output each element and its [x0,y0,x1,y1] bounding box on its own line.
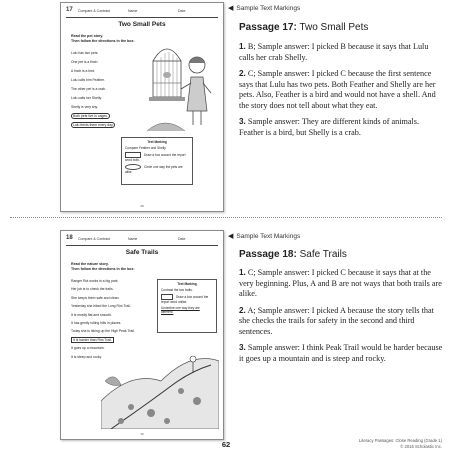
answer-item: 2. C; Sample answer: I picked C because the first sentence says that Lulu has two pets. Both Feather and Shelly are her pets. Also, Feather is a bird and would not have a shell. And the story does not tell about what they eat. [239,69,436,110]
page-number: 62 [221,440,231,449]
thumb-page-number: 18 [66,235,73,241]
thumb-subject: Compare & Contrast [78,9,110,13]
answer-item: 1. C; Sample answer: I picked C because it says that at the very beginning. Plus, A and B are not ways that both trails are alike. [239,268,442,298]
copyright-credit: Literacy Passages: Close Reading (Grade 1) © 2016 Scholastic Inc. [358,438,442,449]
thumb-page-number: 17 [66,7,73,13]
answer-item: 3. Sample answer: They are different kinds of animals. Feather is a bird, but Shelly is a crab. [239,117,420,137]
passage-17-answers [239,42,444,144]
left-triangle-icon: ◀ [228,5,234,12]
answer-item: 1. B; Sample answer: I picked B because it says that Lulu calls her crab Shelly. [239,42,429,62]
thumb-name-label: Name [128,237,138,241]
sample-text-markings-label-top: ◀ Sample Text Markings [228,5,301,12]
answer-item: 2. A; Sample answer: I picked A because the story tells that she checks the trails for safety in the second and third sentences. [239,305,434,336]
thumb-title: Two Small Pets [118,21,166,28]
thumb-text-marking-box: Text Marking Compare Feather and Shelly. Draw a box around the report word both. Circle one way the pets are alike. [121,137,193,185]
thumb-page-footer: 28 [140,204,144,208]
student-page-thumbnail-18 [60,230,224,440]
thumb-page-footer: 30 [140,432,144,436]
answer-item: 3. Sample answer: I think Peak Trail would be harder because it goes up a mountain and is steep and rocky. [239,343,443,363]
thumb-header [66,7,218,18]
girl-with-birdcage-illustration [145,31,217,135]
thumb-story-lines: Ranger Rot works in a big park. Her job is to check the trails. She keeps them safe and clean. Yesterday she hiked the Long Rim Trail. It is mostly flat and smooth. It has gently rolling hills in places. Today she is hiking up the High Peak Trail. It is harder than Rim Trail. It goes up a mountain. It is steep and rocky. [71,279,135,359]
thumb-title: Safe Trails [125,249,159,256]
left-triangle-icon: ◀ [228,233,234,240]
sample-text-markings-label-bottom: ◀ Sample Text Markings [228,233,301,240]
thumb-date-label: Date [178,237,186,241]
passage-18-answers [239,268,444,370]
thumb-name-label: Name [128,9,138,13]
section-divider [10,217,442,218]
thumb-header [66,235,218,246]
thumb-story-lines: Lulu has two pets. One pet is a finch. A finch is a bird. Lulu calls him Feather. The other pet is a crab. Lulu calls her Shelly. Shelly is very shy. Both pets live in cages. Lulu feeds them every day. [71,51,114,127]
passage-18-heading: Passage 18: Safe Trails [239,249,347,260]
thumb-instructions: Read the nature story. Then follow the directions in the box. [71,262,135,271]
thumb-text-marking-box: Text Marking Contrast the two trails. Draw a box around the report word unlike. Underline one way they are different. [157,279,217,333]
student-page-thumbnail-17 [60,2,224,212]
thumb-subject: Compare & Contrast [78,237,110,241]
thumb-date-label: Date [178,9,186,13]
passage-17-heading: Passage 17: Two Small Pets [239,22,369,33]
mountain-trail-illustration [101,341,219,429]
thumb-instructions: Read the pet story. Then follow the directions in the box. [71,34,135,43]
